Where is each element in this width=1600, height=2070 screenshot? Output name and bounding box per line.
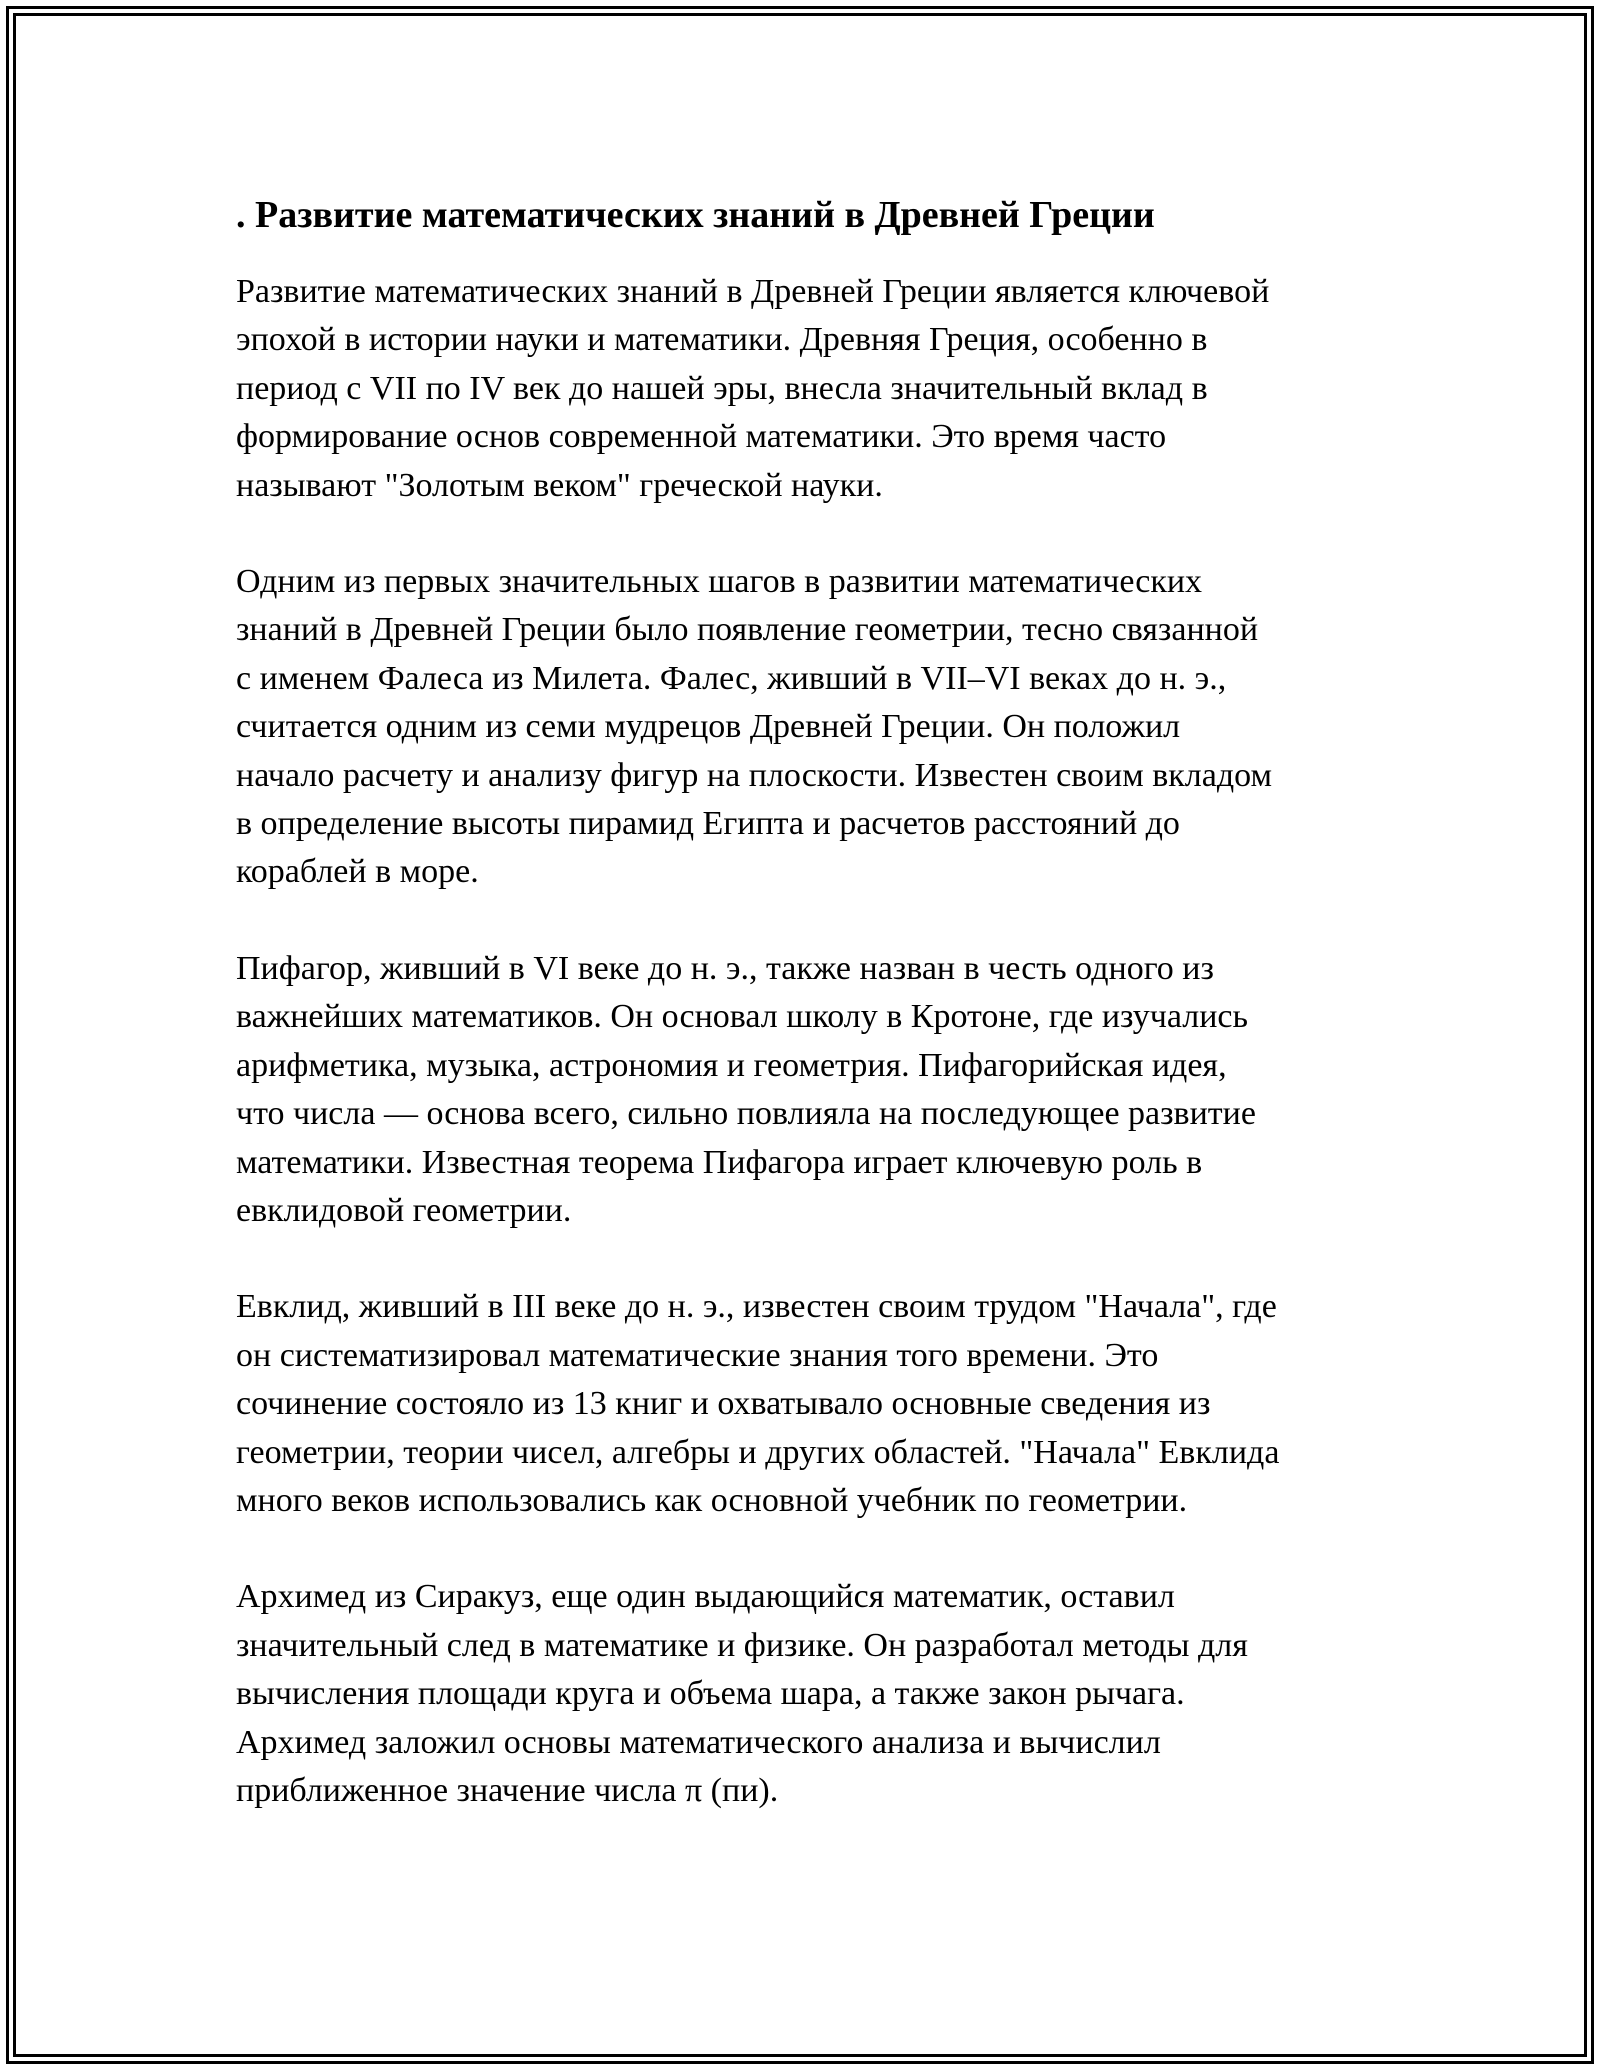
- paragraph-line: много веков использовались как основной учебник по геометрии.: [236, 1481, 1188, 1519]
- paragraph-line: Евклид, живший в III веке до н. э., известен своим трудом "Начала", где: [236, 1288, 1277, 1326]
- paragraph-line: знаний в Древней Греции было появление геометрии, тесно связанной: [236, 611, 1259, 649]
- paragraph-line: важнейших математиков. Он основал школу в Кротоне, где изучались: [236, 998, 1248, 1036]
- page-title: . Развитие математических знаний в Древней Греции: [236, 194, 1155, 236]
- paragraph-line: вычисления площади круга и объема шара, а также закон рычага.: [236, 1675, 1185, 1713]
- paragraph-line: Пифагор, живший в VI веке до н. э., также назван в честь одного из: [236, 949, 1214, 987]
- paragraph-line: Одним из первых значительных шагов в развитии математических: [236, 563, 1203, 601]
- paragraph-line: евклидовой геометрии.: [236, 1191, 572, 1229]
- paragraph-line: сочинение состояло из 13 книг и охватывало основные сведения из: [236, 1385, 1211, 1423]
- paragraph-line: в определение высоты пирамид Египта и расчетов расстояний до: [236, 805, 1180, 843]
- paragraph-intro: [236, 268, 1376, 510]
- paragraph-line: формирование основ современной математики. Это время часто: [236, 418, 1167, 456]
- paragraph-euclid: [236, 1283, 1376, 1525]
- paragraph-line: Архимед заложил основы математического анализа и вычислил: [236, 1723, 1161, 1761]
- paragraph-line: математики. Известная теорема Пифагора играет ключевую роль в: [236, 1143, 1203, 1181]
- paragraph-thales: [236, 558, 1376, 897]
- paragraph-line: период с VII по IV век до нашей эры, внесла значительный вклад в: [236, 369, 1208, 407]
- paragraph-line: считается одним из семи мудрецов Древней Греции. Он положил: [236, 708, 1181, 746]
- paragraph-line: что числа — основа всего, сильно повлияла на последующее развитие: [236, 1095, 1256, 1133]
- paragraph-line: Архимед из Сиракуз, еще один выдающийся математик, оставил: [236, 1578, 1175, 1616]
- paragraph-line: кораблей в море.: [236, 853, 479, 891]
- paragraph-line: приближенное значение числа π (пи).: [236, 1771, 779, 1809]
- paragraph-line: он систематизировал математические знания того времени. Это: [236, 1336, 1159, 1374]
- paragraph-line: арифметика, музыка, астрономия и геометрия. Пифагорийская идея,: [236, 1046, 1227, 1084]
- paragraph-line: Развитие математических знаний в Древней Греции является ключевой: [236, 273, 1270, 310]
- document-body: [236, 186, 1376, 1863]
- paragraph-line: с именем Фалеса из Милета. Фалес, живший в VII–VI веках до н. э.,: [236, 659, 1227, 697]
- paragraph-pythagoras: [236, 945, 1376, 1235]
- paragraph-archimedes: [236, 1573, 1376, 1815]
- paragraph-line: начало расчету и анализу фигур на плоскости. Известен своим вкладом: [236, 756, 1273, 794]
- paragraph-line: называют "Золотым веком" греческой науки.: [236, 466, 883, 504]
- paragraph-line: геометрии, теории чисел, алгебры и других областей. "Начала" Евклида: [236, 1433, 1280, 1471]
- paragraph-line: эпохой в истории науки и математики. Древняя Греция, особенно в: [236, 321, 1208, 359]
- paragraph-line: значительный след в математике и физике. Он разработал методы для: [236, 1626, 1248, 1664]
